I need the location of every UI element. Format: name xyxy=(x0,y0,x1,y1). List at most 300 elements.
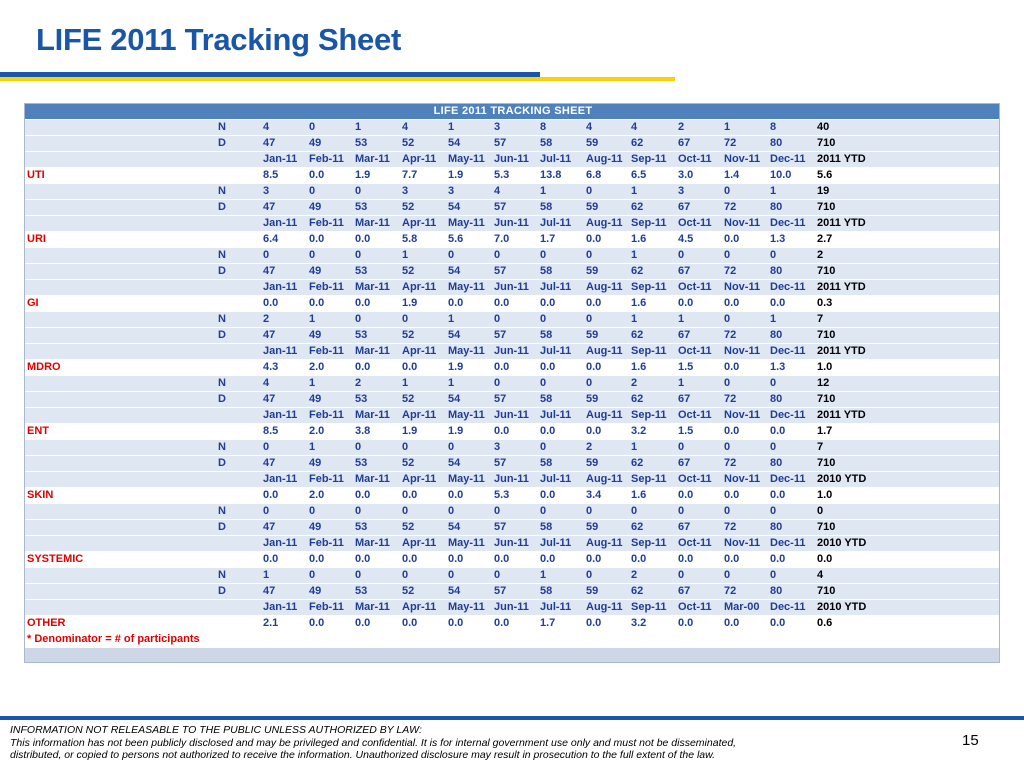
table-cell: 2 xyxy=(353,376,400,392)
table-cell: 1.6 xyxy=(629,360,676,376)
title-underline-yellow xyxy=(0,77,675,81)
table-cell: Oct-11 xyxy=(676,600,722,616)
table-cell: 62 xyxy=(629,584,676,600)
table-cell: 53 xyxy=(353,584,400,600)
table-row xyxy=(25,152,999,168)
table-cell: 1 xyxy=(629,312,676,328)
table-cell: Feb-11 xyxy=(307,472,353,488)
table-cell: 49 xyxy=(307,456,353,472)
row-kind: D xyxy=(216,264,261,280)
table-cell: 1.9 xyxy=(400,296,446,312)
table-cell: 0 xyxy=(768,248,815,264)
table-cell: 59 xyxy=(584,328,629,344)
table-cell: 54 xyxy=(446,520,492,536)
table-cell: 1 xyxy=(538,568,584,584)
row-kind xyxy=(216,424,261,440)
row-kind xyxy=(216,472,261,488)
table-cell: 67 xyxy=(676,200,722,216)
table-cell: 72 xyxy=(722,136,768,152)
table-cell: Mar-11 xyxy=(353,344,400,360)
ytd-cell: 710 xyxy=(815,200,999,216)
table-cell: 80 xyxy=(768,392,815,408)
table-cell: 47 xyxy=(261,456,307,472)
table-cell: 47 xyxy=(261,136,307,152)
table-cell: 0.0 xyxy=(492,424,538,440)
footnote-row xyxy=(25,632,999,648)
table-cell: 0 xyxy=(584,248,629,264)
table-cell: 0 xyxy=(492,504,538,520)
table-cell: 54 xyxy=(446,392,492,408)
table-cell: May-11 xyxy=(446,536,492,552)
ytd-cell: 2011 YTD xyxy=(815,280,999,296)
row-kind xyxy=(216,600,261,616)
table-row xyxy=(25,376,999,392)
table-cell: 0.0 xyxy=(584,232,629,248)
table-cell: 1 xyxy=(446,376,492,392)
table-cell: 2 xyxy=(584,440,629,456)
row-label: OTHER xyxy=(25,616,216,632)
table-cell: Apr-11 xyxy=(400,216,446,232)
table-cell: 0.0 xyxy=(676,296,722,312)
table-cell: 7.0 xyxy=(492,232,538,248)
table-cell: 62 xyxy=(629,136,676,152)
table-cell: 0 xyxy=(584,184,629,200)
table-cell: Mar-11 xyxy=(353,408,400,424)
table-cell: 0 xyxy=(768,440,815,456)
table-cell: 0 xyxy=(722,312,768,328)
table-cell: 49 xyxy=(307,136,353,152)
row-kind xyxy=(216,552,261,568)
table-cell: Apr-11 xyxy=(400,152,446,168)
table-cell: Jul-11 xyxy=(538,536,584,552)
table-cell: 47 xyxy=(261,520,307,536)
table-cell: Jul-11 xyxy=(538,344,584,360)
table-cell: 4 xyxy=(584,120,629,136)
table-cell: Nov-11 xyxy=(722,408,768,424)
table-cell: Oct-11 xyxy=(676,152,722,168)
table-cell: 58 xyxy=(538,520,584,536)
table-cell: 54 xyxy=(446,328,492,344)
table-cell: 59 xyxy=(584,264,629,280)
table-cell: 1 xyxy=(400,376,446,392)
table-cell: 3 xyxy=(400,184,446,200)
row-kind xyxy=(216,360,261,376)
table-cell: 4 xyxy=(629,120,676,136)
table-cell: Sep-11 xyxy=(629,280,676,296)
table-cell: 52 xyxy=(400,136,446,152)
table-cell: Aug-11 xyxy=(584,408,629,424)
table-cell: Aug-11 xyxy=(584,600,629,616)
table-cell: 54 xyxy=(446,456,492,472)
row-label xyxy=(25,568,216,584)
ytd-cell: 0 xyxy=(815,504,999,520)
table-cell: 47 xyxy=(261,264,307,280)
table-cell: 8.5 xyxy=(261,424,307,440)
table-cell: 1.7 xyxy=(538,616,584,632)
row-kind: D xyxy=(216,200,261,216)
table-cell: 2.0 xyxy=(307,488,353,504)
table-cell: 58 xyxy=(538,328,584,344)
table-cell: 54 xyxy=(446,264,492,280)
table-cell: 1 xyxy=(629,184,676,200)
table-cell: 0 xyxy=(722,440,768,456)
row-label xyxy=(25,200,216,216)
ytd-cell: 1.7 xyxy=(815,424,999,440)
table-cell: Jun-11 xyxy=(492,152,538,168)
row-label: SYSTEMIC xyxy=(25,552,216,568)
table-cell: 58 xyxy=(538,456,584,472)
table-cell: Sep-11 xyxy=(629,600,676,616)
row-label xyxy=(25,344,216,360)
table-cell: 53 xyxy=(353,328,400,344)
row-label xyxy=(25,520,216,536)
table-cell: 0.0 xyxy=(446,296,492,312)
table-cell: 3 xyxy=(492,440,538,456)
table-cell: 0 xyxy=(538,440,584,456)
table-cell: 0 xyxy=(261,504,307,520)
table-cell: 0 xyxy=(492,312,538,328)
table-cell: Jun-11 xyxy=(492,536,538,552)
table-cell: 57 xyxy=(492,264,538,280)
table-cell: 58 xyxy=(538,392,584,408)
table-cell: 80 xyxy=(768,328,815,344)
ytd-cell: 2011 YTD xyxy=(815,344,999,360)
table-cell: 80 xyxy=(768,456,815,472)
table-row xyxy=(25,232,999,248)
table-cell: 0 xyxy=(768,376,815,392)
table-cell: Dec-11 xyxy=(768,152,815,168)
table-row xyxy=(25,552,999,568)
table-cell: 0.0 xyxy=(584,616,629,632)
table-cell: Jan-11 xyxy=(261,536,307,552)
table-cell: Jan-11 xyxy=(261,152,307,168)
row-label xyxy=(25,312,216,328)
table-cell: 2.0 xyxy=(307,360,353,376)
table-cell: Jul-11 xyxy=(538,408,584,424)
table-cell: 0 xyxy=(538,248,584,264)
table-cell: Apr-11 xyxy=(400,280,446,296)
row-kind: D xyxy=(216,392,261,408)
table-cell: Nov-11 xyxy=(722,536,768,552)
table-cell: 80 xyxy=(768,200,815,216)
table-row xyxy=(25,328,999,344)
sheet-header-row xyxy=(25,104,999,120)
table-cell: 1.5 xyxy=(676,360,722,376)
table-cell: 53 xyxy=(353,520,400,536)
table-cell: 49 xyxy=(307,200,353,216)
table-cell: 0.0 xyxy=(261,488,307,504)
table-cell: 4 xyxy=(400,120,446,136)
table-cell: 0 xyxy=(676,440,722,456)
table-cell: 0.0 xyxy=(538,488,584,504)
table-cell: Dec-11 xyxy=(768,280,815,296)
ytd-cell: 19 xyxy=(815,184,999,200)
table-cell: 8.5 xyxy=(261,168,307,184)
row-label xyxy=(25,408,216,424)
row-kind: D xyxy=(216,520,261,536)
table-cell: 0.0 xyxy=(353,232,400,248)
table-cell: 6.8 xyxy=(584,168,629,184)
table-cell: 54 xyxy=(446,200,492,216)
table-cell: 67 xyxy=(676,328,722,344)
table-cell: 53 xyxy=(353,264,400,280)
table-row xyxy=(25,312,999,328)
table-cell: 3 xyxy=(676,184,722,200)
footer-line-1: INFORMATION NOT RELEASABLE TO THE PUBLIC UNLESS AUTHORIZED BY LAW: xyxy=(10,724,422,736)
table-cell: 0 xyxy=(722,504,768,520)
table-cell: May-11 xyxy=(446,344,492,360)
table-cell: Jan-11 xyxy=(261,600,307,616)
table-cell: 0.0 xyxy=(446,488,492,504)
table-cell: 0.0 xyxy=(307,232,353,248)
table-cell: 0 xyxy=(353,568,400,584)
row-kind xyxy=(216,280,261,296)
table-cell: Feb-11 xyxy=(307,536,353,552)
table-cell: 0.0 xyxy=(722,424,768,440)
row-kind xyxy=(216,168,261,184)
row-label: UTI xyxy=(25,168,216,184)
tracking-sheet-table xyxy=(25,104,999,648)
table-cell: 0 xyxy=(629,504,676,520)
ytd-cell: 1.0 xyxy=(815,488,999,504)
table-cell: Sep-11 xyxy=(629,536,676,552)
table-cell: Dec-11 xyxy=(768,216,815,232)
table-cell: Apr-11 xyxy=(400,472,446,488)
table-cell: 8 xyxy=(538,120,584,136)
table-cell: 1 xyxy=(538,184,584,200)
row-kind xyxy=(216,296,261,312)
table-cell: 0 xyxy=(676,248,722,264)
table-cell: 0.0 xyxy=(307,552,353,568)
table-cell: 0.0 xyxy=(353,552,400,568)
ytd-cell: 0.3 xyxy=(815,296,999,312)
table-cell: 0 xyxy=(584,568,629,584)
table-row xyxy=(25,424,999,440)
table-cell: 4 xyxy=(261,120,307,136)
table-cell: Oct-11 xyxy=(676,344,722,360)
row-kind: N xyxy=(216,120,261,136)
table-cell: 0.0 xyxy=(353,488,400,504)
ytd-cell: 2010 YTD xyxy=(815,600,999,616)
table-cell: 0 xyxy=(353,504,400,520)
table-cell: 4 xyxy=(261,376,307,392)
table-cell: Jul-11 xyxy=(538,472,584,488)
table-cell: Mar-11 xyxy=(353,472,400,488)
table-cell: 1 xyxy=(307,376,353,392)
row-label xyxy=(25,264,216,280)
footer-divider xyxy=(0,716,1024,720)
table-cell: 67 xyxy=(676,584,722,600)
table-cell: 1 xyxy=(307,440,353,456)
table-cell: 0.0 xyxy=(353,360,400,376)
table-cell: 0.0 xyxy=(676,616,722,632)
table-cell: 0.0 xyxy=(400,552,446,568)
table-cell: 52 xyxy=(400,456,446,472)
table-cell: 0.0 xyxy=(307,616,353,632)
table-cell: 1 xyxy=(768,184,815,200)
table-cell: Apr-11 xyxy=(400,344,446,360)
ytd-cell: 710 xyxy=(815,136,999,152)
table-cell: 57 xyxy=(492,520,538,536)
table-cell: 0.0 xyxy=(538,424,584,440)
ytd-cell: 0.0 xyxy=(815,552,999,568)
table-cell: Jul-11 xyxy=(538,152,584,168)
table-cell: Feb-11 xyxy=(307,280,353,296)
table-cell: 52 xyxy=(400,520,446,536)
table-cell: Jun-11 xyxy=(492,472,538,488)
table-cell: 52 xyxy=(400,584,446,600)
table-row xyxy=(25,248,999,264)
table-cell: 0 xyxy=(538,312,584,328)
table-cell: 57 xyxy=(492,456,538,472)
table-cell: 5.3 xyxy=(492,488,538,504)
table-cell: 62 xyxy=(629,264,676,280)
table-cell: 0.0 xyxy=(400,616,446,632)
table-cell: Mar-11 xyxy=(353,600,400,616)
table-cell: Nov-11 xyxy=(722,216,768,232)
table-row xyxy=(25,520,999,536)
table-cell: 2 xyxy=(629,376,676,392)
table-cell: 1.3 xyxy=(768,360,815,376)
footer-disclaimer xyxy=(10,724,910,762)
table-row xyxy=(25,296,999,312)
table-cell: 0.0 xyxy=(538,552,584,568)
table-cell: 0.0 xyxy=(400,488,446,504)
table-cell: 0 xyxy=(722,568,768,584)
table-cell: 0.0 xyxy=(307,168,353,184)
ytd-cell: 7 xyxy=(815,312,999,328)
table-row xyxy=(25,568,999,584)
table-cell: 80 xyxy=(768,520,815,536)
table-row xyxy=(25,504,999,520)
row-kind xyxy=(216,152,261,168)
table-cell: Feb-11 xyxy=(307,216,353,232)
table-cell: 53 xyxy=(353,392,400,408)
table-cell: 67 xyxy=(676,136,722,152)
table-cell: 1.6 xyxy=(629,488,676,504)
table-cell: 1 xyxy=(446,312,492,328)
table-cell: 2.0 xyxy=(307,424,353,440)
ytd-cell: 710 xyxy=(815,392,999,408)
row-label xyxy=(25,536,216,552)
table-cell: Dec-11 xyxy=(768,344,815,360)
table-cell: 0.0 xyxy=(261,296,307,312)
table-cell: 52 xyxy=(400,392,446,408)
table-cell: 0 xyxy=(722,184,768,200)
row-kind xyxy=(216,616,261,632)
table-cell: 0.0 xyxy=(353,616,400,632)
table-cell: 0 xyxy=(307,248,353,264)
ytd-cell: 1.0 xyxy=(815,360,999,376)
table-cell: Aug-11 xyxy=(584,344,629,360)
table-cell: 0 xyxy=(492,248,538,264)
table-cell: 0 xyxy=(676,568,722,584)
table-row xyxy=(25,120,999,136)
table-cell: Sep-11 xyxy=(629,472,676,488)
table-row xyxy=(25,264,999,280)
row-label: ENT xyxy=(25,424,216,440)
table-cell: 59 xyxy=(584,392,629,408)
row-label xyxy=(25,504,216,520)
table-cell: Jun-11 xyxy=(492,408,538,424)
row-kind: N xyxy=(216,376,261,392)
slide-title: LIFE 2011 Tracking Sheet xyxy=(36,22,401,57)
table-cell: 0.0 xyxy=(261,552,307,568)
table-cell: 0 xyxy=(584,376,629,392)
row-label: MDRO xyxy=(25,360,216,376)
table-row xyxy=(25,136,999,152)
table-cell: 1.9 xyxy=(446,424,492,440)
row-label xyxy=(25,120,216,136)
table-cell: 0.0 xyxy=(584,296,629,312)
table-cell: 2 xyxy=(261,312,307,328)
table-cell: Mar-11 xyxy=(353,152,400,168)
table-cell: 62 xyxy=(629,392,676,408)
table-cell: 0.0 xyxy=(584,360,629,376)
table-cell: Aug-11 xyxy=(584,152,629,168)
table-cell: 0.0 xyxy=(353,296,400,312)
table-cell: 53 xyxy=(353,136,400,152)
table-cell: 0 xyxy=(307,120,353,136)
ytd-cell: 7 xyxy=(815,440,999,456)
table-cell: 72 xyxy=(722,520,768,536)
table-cell: 57 xyxy=(492,200,538,216)
table-cell: 0.0 xyxy=(492,552,538,568)
table-cell: 0 xyxy=(584,312,629,328)
table-cell: Jan-11 xyxy=(261,472,307,488)
row-label xyxy=(25,392,216,408)
table-cell: 1 xyxy=(446,120,492,136)
table-cell: 5.6 xyxy=(446,232,492,248)
table-cell: Aug-11 xyxy=(584,536,629,552)
table-cell: Dec-11 xyxy=(768,536,815,552)
table-cell: Sep-11 xyxy=(629,344,676,360)
table-cell: 52 xyxy=(400,328,446,344)
table-cell: 0 xyxy=(446,504,492,520)
table-cell: 0.0 xyxy=(722,616,768,632)
table-cell: 57 xyxy=(492,392,538,408)
table-cell: 57 xyxy=(492,584,538,600)
table-cell: 62 xyxy=(629,200,676,216)
table-cell: 67 xyxy=(676,520,722,536)
ytd-cell: 710 xyxy=(815,584,999,600)
ytd-cell: 4 xyxy=(815,568,999,584)
table-cell: Dec-11 xyxy=(768,408,815,424)
table-cell: 47 xyxy=(261,328,307,344)
table-cell: 49 xyxy=(307,520,353,536)
table-cell: 0 xyxy=(446,568,492,584)
table-cell: 0 xyxy=(353,312,400,328)
ytd-cell: 710 xyxy=(815,328,999,344)
table-cell: 1.9 xyxy=(353,168,400,184)
table-cell: Nov-11 xyxy=(722,344,768,360)
table-cell: 49 xyxy=(307,328,353,344)
table-cell: 53 xyxy=(353,456,400,472)
table-row xyxy=(25,216,999,232)
row-label xyxy=(25,152,216,168)
table-cell: 59 xyxy=(584,456,629,472)
table-cell: 0 xyxy=(676,504,722,520)
table-cell: Aug-11 xyxy=(584,472,629,488)
table-cell: 0 xyxy=(307,568,353,584)
table-row xyxy=(25,184,999,200)
table-cell: 52 xyxy=(400,264,446,280)
table-cell: May-11 xyxy=(446,152,492,168)
table-cell: Nov-11 xyxy=(722,472,768,488)
table-cell: 0.0 xyxy=(722,360,768,376)
table-cell: Mar-11 xyxy=(353,536,400,552)
table-cell: Feb-11 xyxy=(307,408,353,424)
